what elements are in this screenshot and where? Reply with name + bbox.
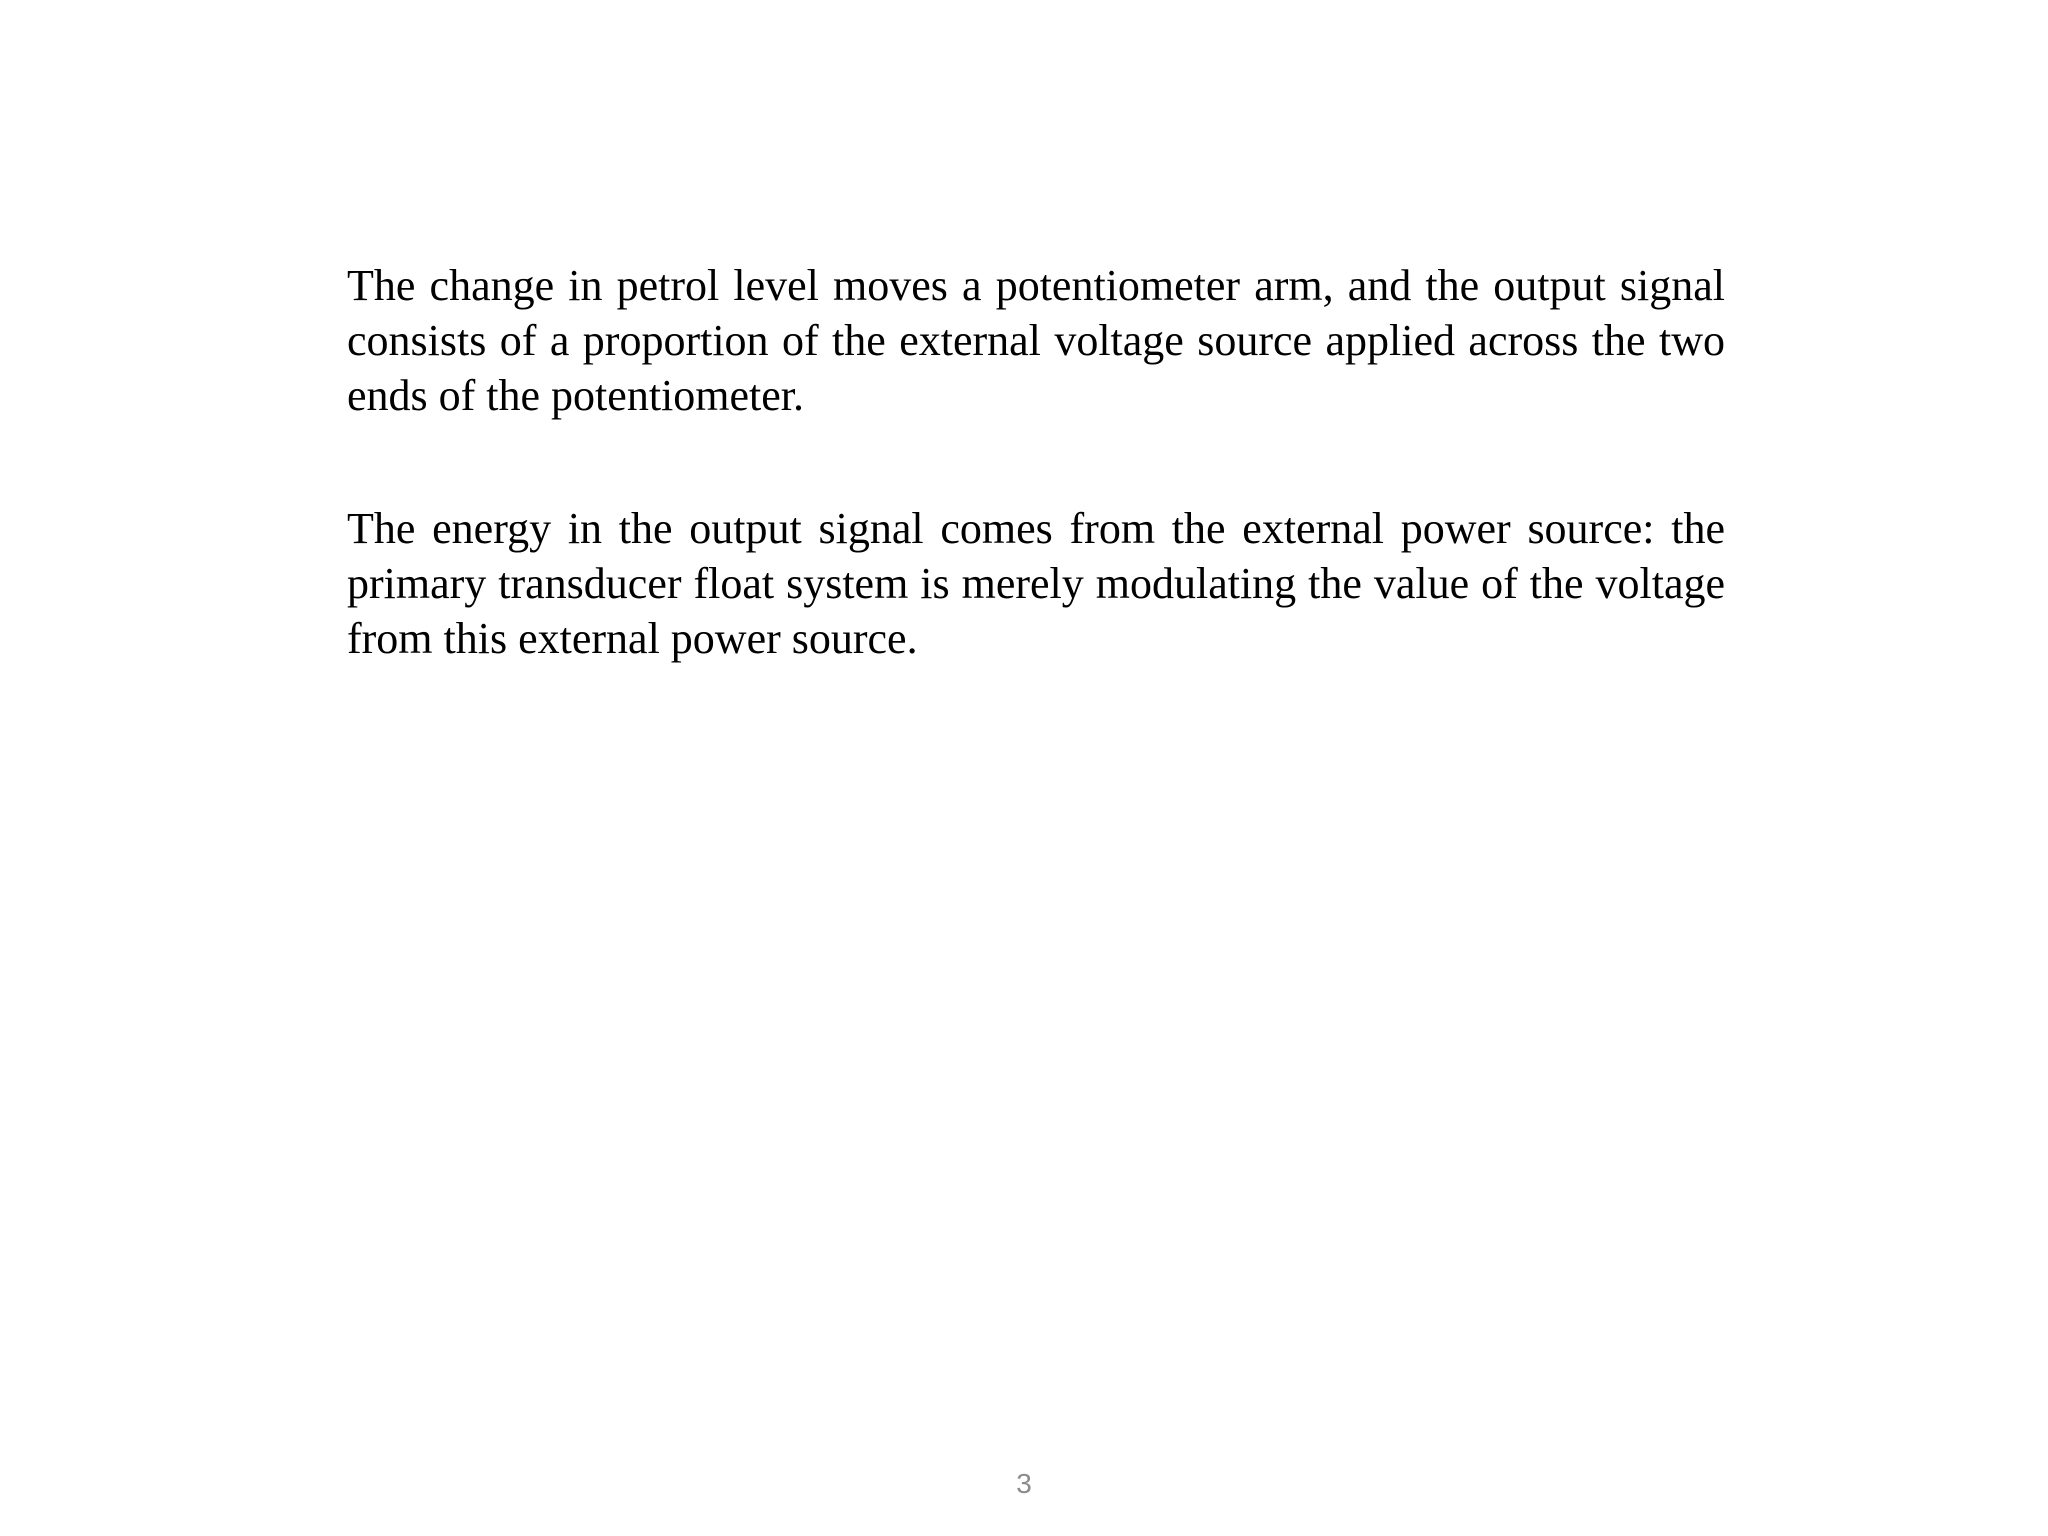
paragraph-potentiometer: The change in petrol level moves a potentiometer arm, and the output signal consists of a proportion of the external voltage source applied across the two ends of the potentiometer. — [347, 261, 1725, 420]
page-number: 3 — [1016, 1468, 1032, 1499]
slide-body — [347, 258, 1725, 666]
paragraph-energy-source: The energy in the output signal comes from the external power source: the primary transducer float system is merely modulating the value of the voltage from this external power source. — [347, 504, 1725, 663]
